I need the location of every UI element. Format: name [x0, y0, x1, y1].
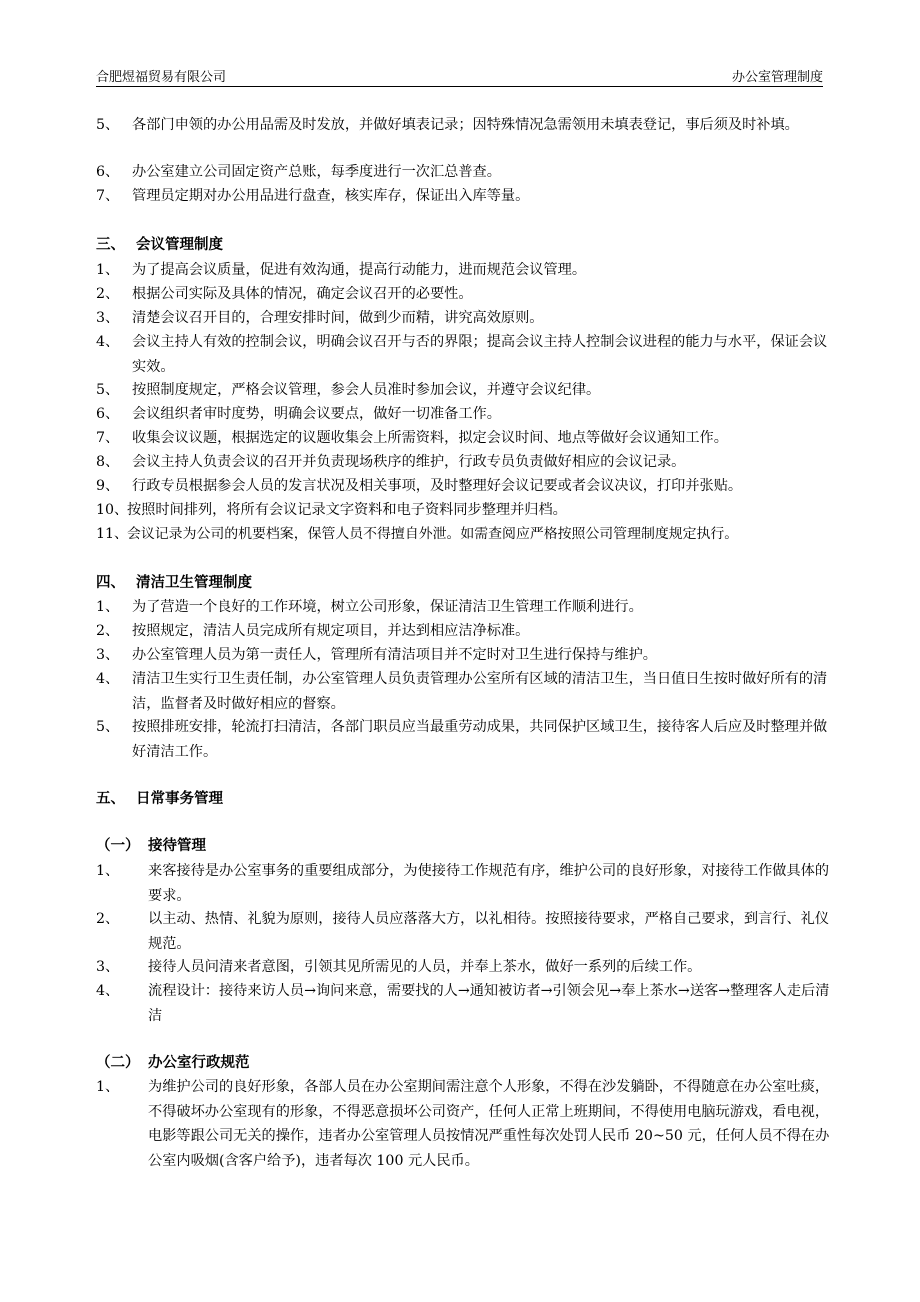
item-text: 为了提高会议质量，促进有效沟通，提高行动能力，进而规范会议管理。	[132, 262, 587, 278]
subsection-title: 办公室行政规范	[148, 1055, 250, 1071]
item-number: 10、	[96, 502, 129, 518]
item-number: 9、	[96, 478, 120, 494]
item-text: 以主动、热情、礼貌为原则，接待人员应落落大方，以礼相待。按照接待要求，严格自己要求，到言行、礼仪规范。	[148, 911, 830, 952]
subsection-heading	[96, 834, 206, 858]
item-number: 4、	[96, 983, 120, 999]
item-number: 4、	[96, 671, 120, 687]
item-text: 清洁卫生实行卫生责任制，办公室管理人员负责管理办公室所有区域的清洁卫生，当日值日生按时做好所有的清洁，监督者及时做好相应的督察。	[132, 671, 828, 712]
item-text: 清楚会议召开目的，合理安排时间，做到少而精，讲究高效原则。	[132, 310, 544, 326]
list-item	[96, 113, 831, 162]
item-text: 流程设计：接待来访人员→询问来意，需要找的人→通知被访者→引领会见→奉上茶水→送客→整理客人走后清洁	[148, 983, 830, 1024]
item-text: 按照时间排列，将所有会议记录文字资料和电子资料同步整理并归档。	[127, 502, 567, 518]
subsection-number: （一）	[96, 838, 140, 854]
item-text: 会议主持人有效的控制会议，明确会议召开与否的界限；提高会议主持人控制会议进程的能力与水平，保证会议实效。	[132, 334, 828, 375]
section-title: 清洁卫生管理制度	[136, 575, 252, 591]
item-number: 5、	[96, 382, 120, 398]
section-number: 四、	[96, 575, 125, 591]
item-text: 收集会议议题，根据选定的议题收集会上所需资料，拟定会议时间、地点等做好会议通知工作。	[132, 430, 728, 446]
section-number: 三、	[96, 237, 125, 253]
item-number: 4、	[96, 334, 120, 350]
subsection-number: （二）	[96, 1055, 140, 1071]
item-number: 7、	[96, 188, 120, 204]
item-number: 1、	[96, 599, 120, 615]
company-name: 合肥煜福贸易有限公司	[96, 70, 227, 85]
item-text: 按照规定，清洁人员完成所有规定项目，并达到相应洁净标准。	[132, 623, 530, 639]
item-number: 3、	[96, 310, 120, 326]
item-number: 5、	[96, 117, 120, 133]
item-number: 11、	[96, 526, 129, 542]
item-text: 办公室建立公司固定资产总账，每季度进行一次汇总普查。	[132, 164, 501, 180]
section-number: 五、	[96, 791, 125, 807]
item-text: 为维护公司的良好形象，各部人员在办公室期间需注意个人形象，不得在沙发躺卧，不得随意在办公室吐痰，不得破坏办公室现有的形象，不得恶意损坏公司资产，任何人正常上班期间，不得使用电脑玩游戏，看电视，电影等跟公司无关的操作，违者办公室管理人员按情况严重性每次处罚人民币 20~50 元，任何人员不得在办公室内吸烟(含客户给予)，违者每次 100 元人民币。	[148, 1079, 830, 1169]
item-text: 办公室管理人员为第一责任人，管理所有清洁项目并不定时对卫生进行保持与维护。	[132, 647, 657, 663]
section-title: 日常事务管理	[136, 791, 223, 807]
item-number: 1、	[96, 863, 120, 879]
item-number: 6、	[96, 164, 120, 180]
item-text: 来客接待是办公室事务的重要组成部分，为使接待工作规范有序，维护公司的良好形象，对接待工作做具体的要求。	[148, 863, 830, 904]
section-heading	[96, 233, 223, 257]
item-text: 行政专员根据参会人员的发言状况及相关事项，及时整理好会议记要或者会议决议，打印并张贴。	[132, 478, 743, 494]
item-text: 接待人员问清来者意图，引领其见所需见的人员，并奉上茶水，做好一系列的后续工作。	[148, 959, 702, 975]
item-number: 1、	[96, 262, 120, 278]
page-header	[96, 64, 823, 87]
item-number: 2、	[96, 286, 120, 302]
item-number: 3、	[96, 647, 120, 663]
section-title: 会议管理制度	[136, 237, 223, 253]
item-number: 2、	[96, 911, 120, 927]
item-text: 按照排班安排，轮流打扫清洁，各部门职员应当最重劳动成果，共同保护区域卫生，接待客人后应及时整理并做好清洁工作。	[132, 719, 828, 760]
item-text: 会议主持人负责会议的召开并负责现场秩序的维护，行政专员负责做好相应的会议记录。	[132, 454, 686, 470]
item-number: 2、	[96, 623, 120, 639]
item-number: 6、	[96, 406, 120, 422]
document-title: 办公室管理制度	[731, 70, 823, 85]
item-number: 1、	[96, 1079, 120, 1095]
item-text: 管理员定期对办公用品进行盘查，核实库存，保证出入库等量。	[132, 188, 530, 204]
item-number: 3、	[96, 959, 120, 975]
subsection-heading	[96, 1051, 250, 1075]
item-number: 5、	[96, 719, 120, 735]
item-text: 会议记录为公司的机要档案，保管人员不得擅自外泄。如需查阅应严格按照公司管理制度规定执行。	[127, 526, 739, 542]
item-text: 按照制度规定，严格会议管理，参会人员准时参加会议，并遵守会议纪律。	[132, 382, 601, 398]
item-text: 会议组织者审时度势，明确会议要点，做好一切准备工作。	[132, 406, 501, 422]
item-number: 8、	[96, 454, 120, 470]
item-text: 为了营造一个良好的工作环境，树立公司形象，保证清洁卫生管理工作顺利进行。	[132, 599, 643, 615]
item-text: 根据公司实际及具体的情况，确定会议召开的必要性。	[132, 286, 473, 302]
section-heading	[96, 787, 223, 811]
subsection-title: 接待管理	[148, 838, 206, 854]
item-text: 各部门申领的办公用品需及时发放，并做好填表记录；因特殊情况急需领用未填表登记，事后须及时补填。	[132, 117, 799, 133]
item-number: 7、	[96, 430, 120, 446]
section-heading	[96, 571, 252, 595]
